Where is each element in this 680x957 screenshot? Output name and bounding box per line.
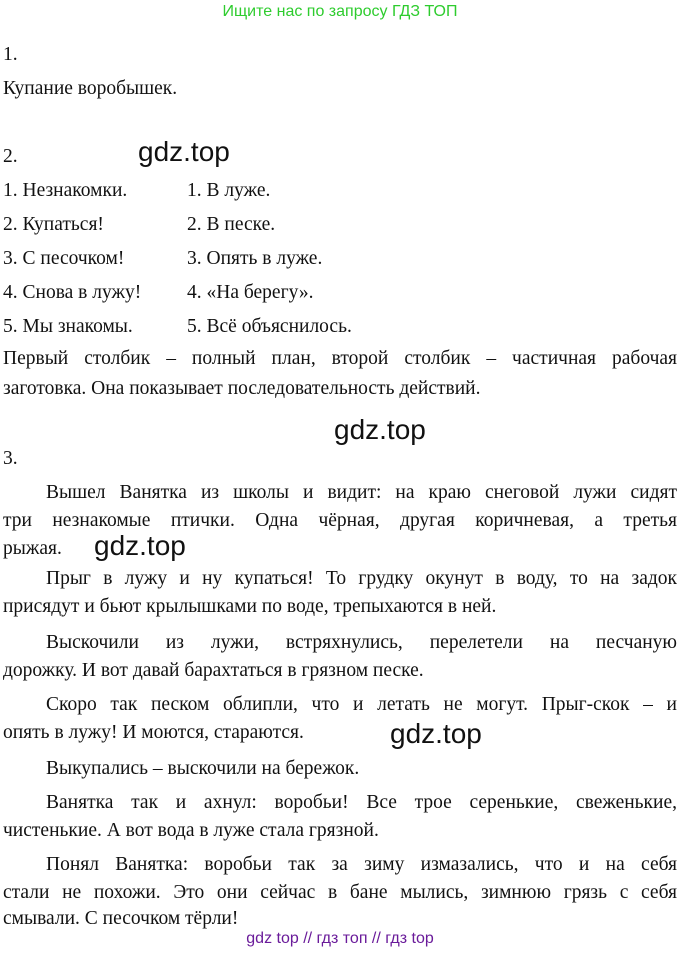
watermark-text: gdz.top bbox=[138, 136, 230, 167]
story-line: Вышел Ванятка из школы и видит: на краю снеговой лужи сидят bbox=[46, 482, 677, 503]
watermark-text: gdz.top bbox=[94, 530, 186, 561]
section-2-number: 2. bbox=[3, 146, 18, 167]
plan-col2-item-2: 2. В песке. bbox=[187, 214, 276, 235]
plan-col1-item-2: 2. Купаться! bbox=[3, 214, 104, 235]
plan-col1-item-4: 4. Снова в лужу! bbox=[3, 282, 142, 303]
story-line: Прыг в лужу и ну купаться! То грудку окунут в воду, то на задок bbox=[46, 568, 677, 589]
plan-note-line-2: заготовка. Она показывает последовательность действий. bbox=[3, 378, 481, 399]
plan-col2-item-5: 5. Всё объяснилось. bbox=[187, 316, 352, 337]
watermark-text: gdz.top bbox=[334, 414, 426, 445]
story-line: Скоро так песком облипли, что и летать не могут. Прыг-скок – и bbox=[46, 694, 677, 715]
story-line: Выскочили из лужи, встряхнулись, перелетели на песчаную bbox=[46, 632, 677, 653]
story-line: чистенькие. А вот вода в луже стала грязной. bbox=[3, 820, 379, 841]
plan-col2-item-1: 1. В луже. bbox=[187, 180, 271, 201]
header-search-link[interactable]: Ищите нас по запросу ГДЗ ТОП bbox=[222, 3, 458, 20]
footer-links[interactable]: gdz top // гдз топ // гдз top bbox=[246, 930, 434, 947]
story-line: стали не похожи. Это они сейчас в бане мылись, зимнюю грязь с себя bbox=[3, 882, 677, 903]
story-line: рыжая. bbox=[3, 538, 62, 559]
story-line: Ванятка так и ахнул: воробьи! Все трое серенькие, свеженькие, bbox=[46, 792, 677, 813]
story-line: три незнакомые птички. Одна чёрная, другая коричневая, а третья bbox=[3, 510, 677, 531]
plan-col1-item-5: 5. Мы знакомы. bbox=[3, 316, 133, 337]
section-1-title: Купание воробышек. bbox=[3, 78, 178, 99]
watermark-text: gdz.top bbox=[390, 718, 482, 749]
story-line: Понял Ванятка: воробьи так за зиму измазались, что и на себя bbox=[46, 854, 677, 875]
story-line: опять в лужу! И моются, стараются. bbox=[3, 722, 304, 743]
plan-note-line-1: Первый столбик – полный план, второй столбик – частичная рабочая bbox=[3, 348, 677, 369]
section-1-number: 1. bbox=[3, 44, 18, 65]
plan-col2-item-4: 4. «На берегу». bbox=[187, 282, 314, 303]
story-line: Выкупались – выскочили на бережок. bbox=[46, 758, 360, 779]
story-line: смывали. С песочком тёрли! bbox=[3, 908, 239, 929]
story-line: дорожку. И вот давай барахтаться в грязном песке. bbox=[3, 660, 424, 681]
story-line: присядут и бьют крылышками по воде, трепыхаются в ней. bbox=[3, 596, 497, 617]
section-3-number: 3. bbox=[3, 448, 18, 469]
plan-col1-item-3: 3. С песочком! bbox=[3, 248, 125, 269]
plan-col1-item-1: 1. Незнакомки. bbox=[3, 180, 128, 201]
plan-col2-item-3: 3. Опять в луже. bbox=[187, 248, 323, 269]
